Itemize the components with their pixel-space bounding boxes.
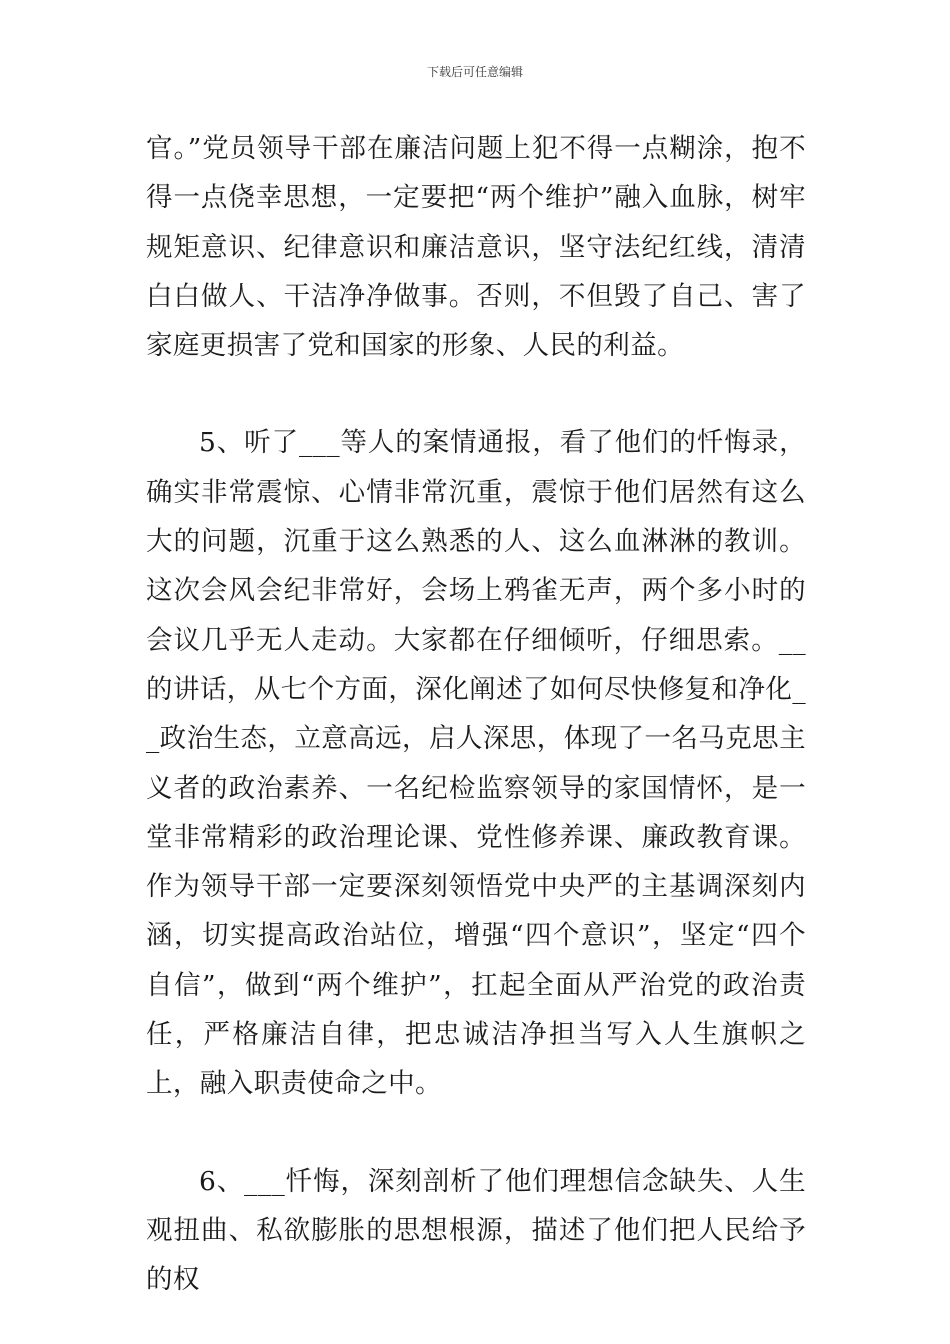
paragraph-continuation: 官。”党员领导干部在廉洁问题上犯不得一点糊涂，抱不得一点侥幸思想，一定要把“两个维护”融入血脉，树牢规矩意识、纪律意识和廉洁意识，坚守法纪红线，清清白白做人、干洁净净做事。否则，不但毁了自己、害了家庭更损害了党和国家的形象、人民的利益。 bbox=[146, 133, 806, 362]
paragraph-item-5: 5、听了___等人的案情通报，看了他们的忏悔录，确实非常震惊、心情非常沉重，震惊于他们居然有这么大的问题，沉重于这么熟悉的人、这么血淋淋的教训。这次会风会纪非常好，会场上鸦雀无声，两个多小时的会议几乎无人走动。大家都在仔细倾听，仔细思索。__的讲话，从七个方面，深化阐述了如何尽快修复和净化__政治生态，立意高远，启人深思，体现了一名马克思主义者的政治素养、一名纪检监察领导的家国情怀，是一堂非常精彩的政治理论课、党性修养课、廉政教育课。作为领导干部一定要深刻领悟党中央严的主基调深刻内涵，切实提高政治站位，增强“四个意识”，坚定“四个自信”，做到“两个维护”，扛起全面从严治党的政治责任，严格廉洁自律，把忠诚洁净担当写入人生旗帜之上，融入职责使命之中。 bbox=[146, 427, 806, 1100]
page-header: 下载后可任意编辑 bbox=[426, 65, 523, 79]
paragraph-item-6: 6、___忏悔，深刻剖析了他们理想信念缺失、人生观扭曲、私欲膨胀的思想根源，描述了他们把人民给予的权 bbox=[146, 1165, 806, 1296]
document-body bbox=[146, 124, 806, 1305]
